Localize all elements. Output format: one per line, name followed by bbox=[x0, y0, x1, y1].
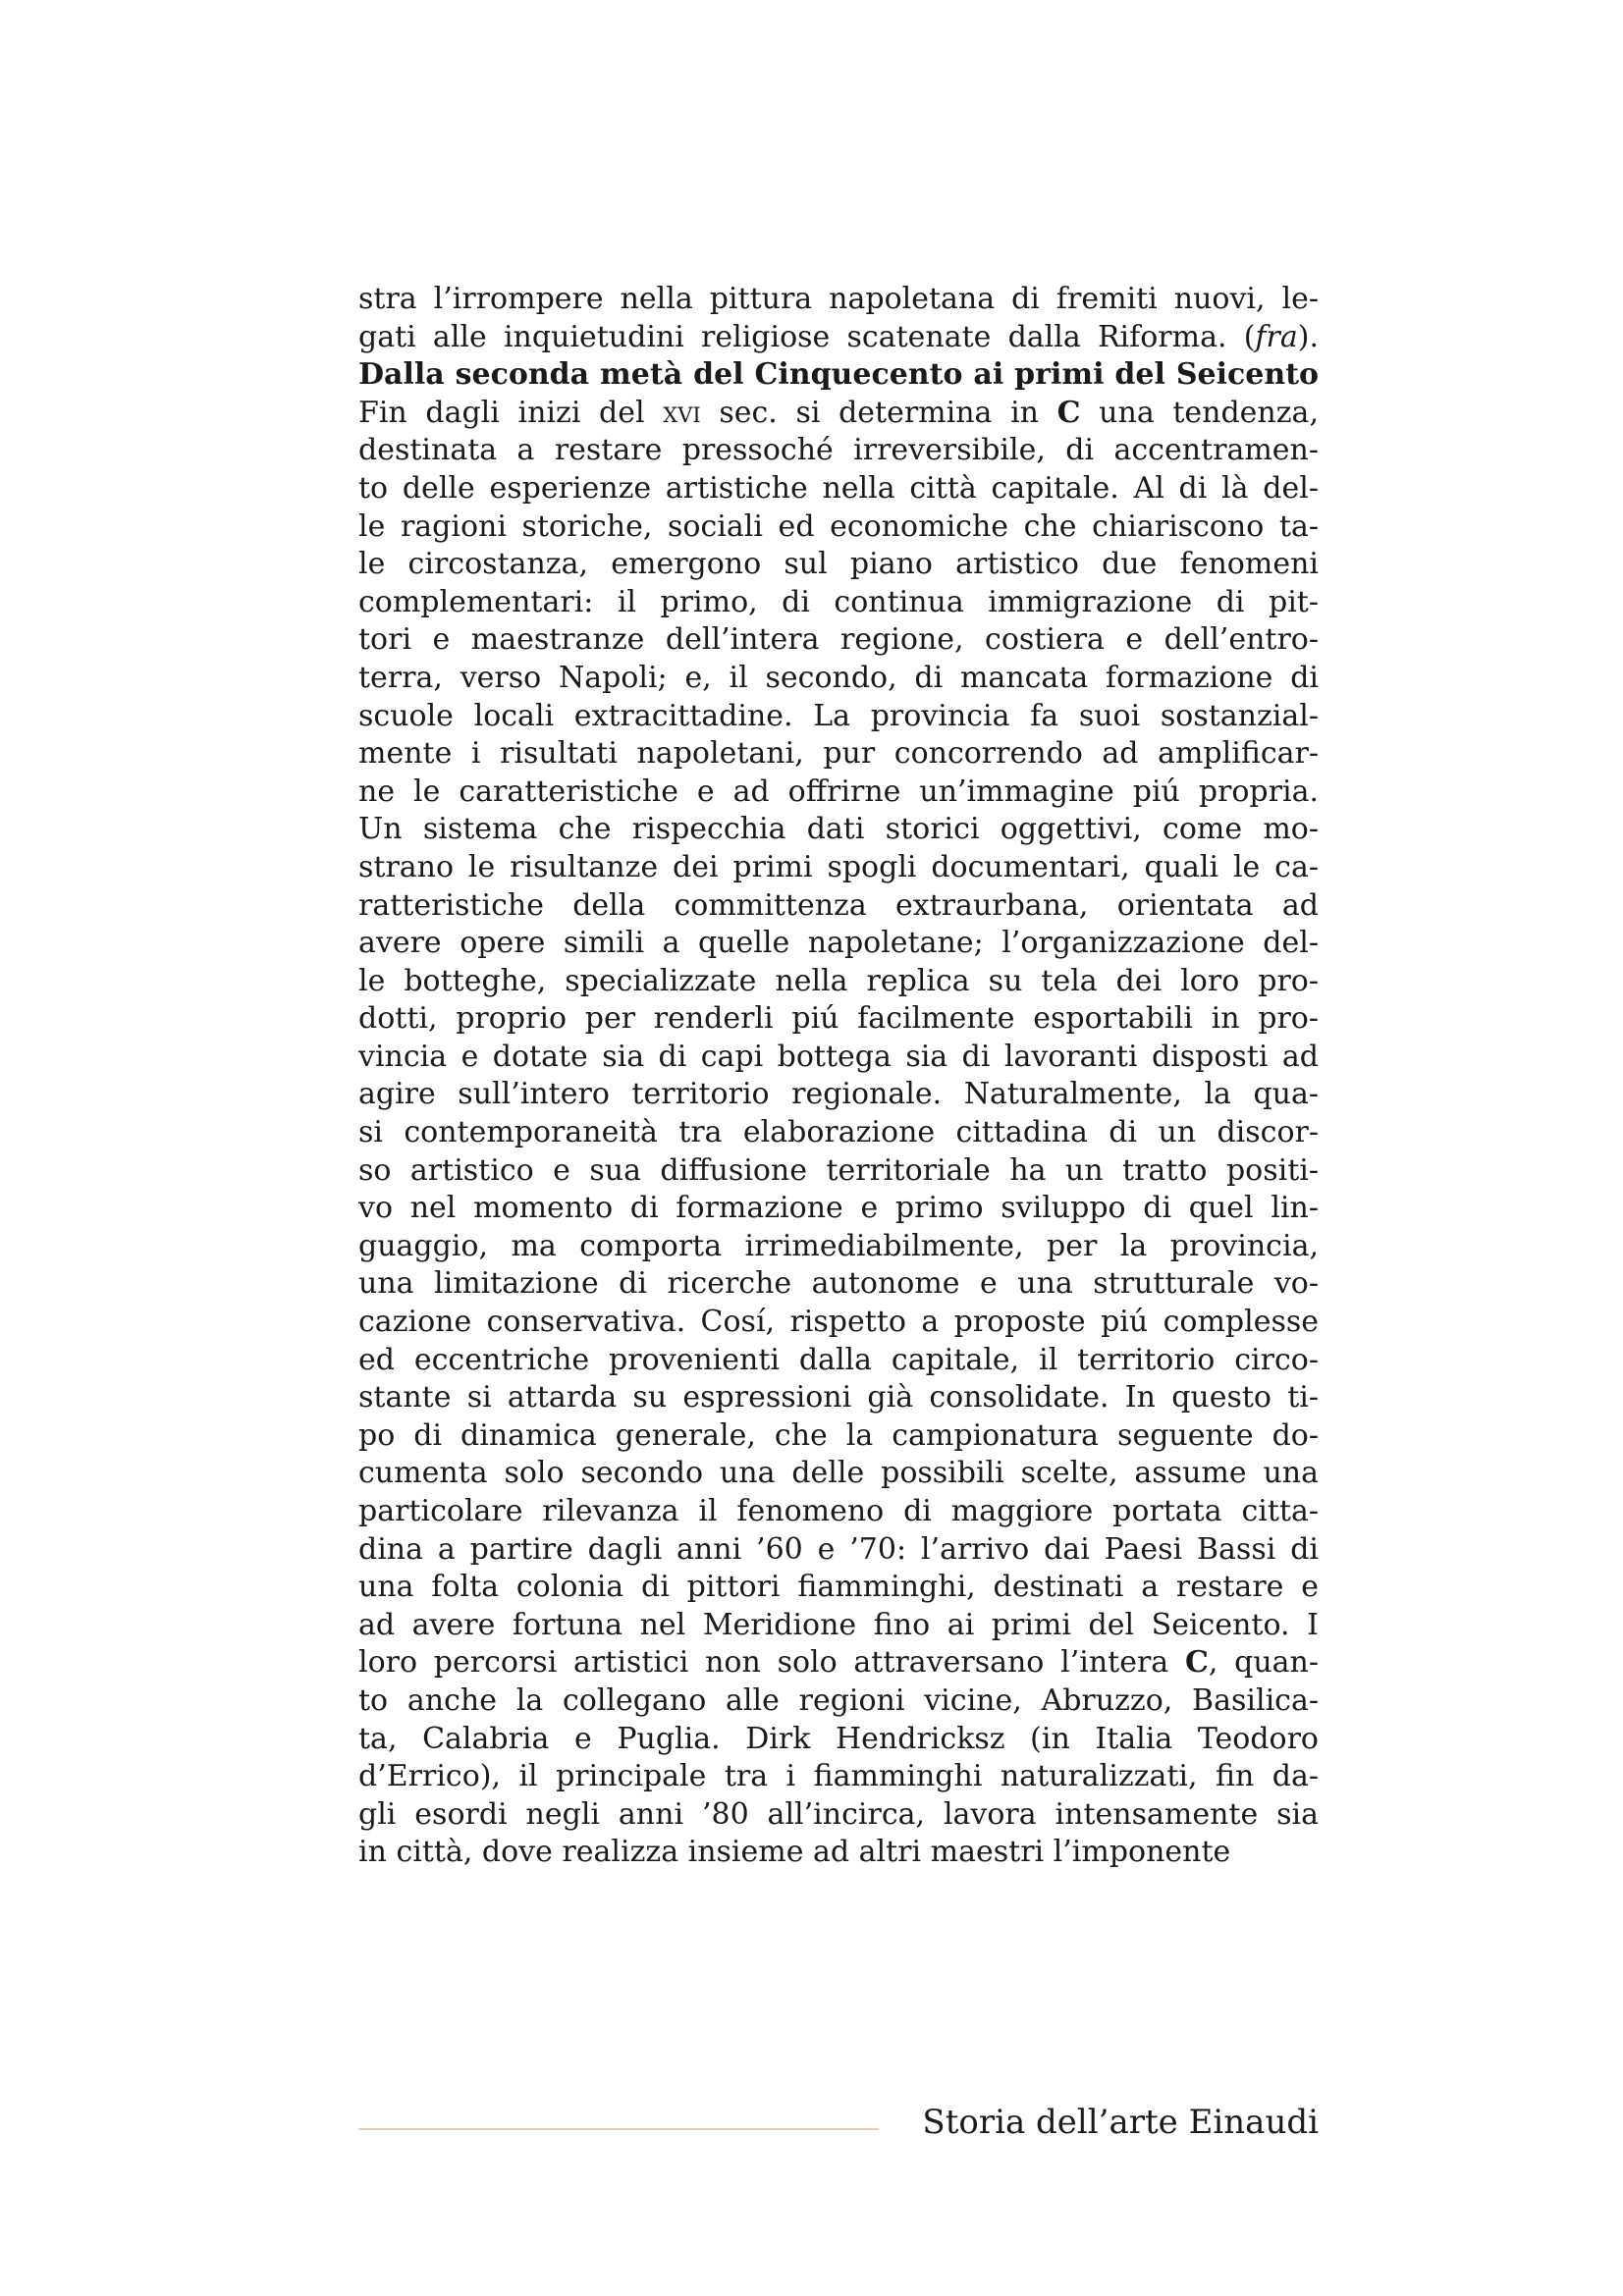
text-run: ratteristiche della committenza extraurbana, orientata ad bbox=[358, 887, 1319, 923]
text-run: to anche la collegano alle regioni vicine, Abruzzo, Basilica- bbox=[358, 1682, 1319, 1718]
italic-run: fra bbox=[1255, 319, 1298, 354]
text-run: in città, dove realizza insieme ad altri maestri l’imponente bbox=[358, 1835, 1231, 1870]
text-run: terra, verso Napoli; e, il secondo, di mancata formazione di bbox=[358, 660, 1319, 695]
text-run: ta, Calabria e Puglia. Dirk Hendricksz (in Italia Teodoro bbox=[358, 1721, 1319, 1756]
text-line bbox=[358, 281, 1319, 319]
text-run: una tendenza, bbox=[1080, 395, 1319, 430]
text-line bbox=[358, 356, 1319, 395]
text-run: Un sistema che rispecchia dati storici oggettivi, come mo- bbox=[358, 812, 1319, 847]
text-line bbox=[358, 432, 1319, 470]
text-run: ad avere fortuna nel Meridione fino ai primi del Seicento. I bbox=[358, 1607, 1319, 1642]
text-line bbox=[358, 621, 1319, 660]
text-run: agire sull’intero territorio regionale. Naturalmente, la qua- bbox=[358, 1077, 1319, 1112]
text-line bbox=[358, 319, 1319, 357]
text-line bbox=[358, 811, 1319, 849]
text-run: una limitazione di ricerche autonome e una strutturale vo- bbox=[358, 1266, 1319, 1302]
bold-run: C bbox=[1184, 1645, 1209, 1681]
text-run: le circostanza, emergono sul piano artistico due fenomeni bbox=[358, 547, 1319, 582]
text-line bbox=[358, 1379, 1319, 1417]
text-run: sec. si determina in bbox=[700, 395, 1057, 430]
text-line bbox=[358, 1114, 1319, 1152]
text-run: vincia e dotate sia di capi bottega sia di lavoranti disposti ad bbox=[358, 1039, 1319, 1074]
small-caps-run: xvi bbox=[663, 395, 701, 430]
text-run: to delle esperienze artistiche nella città capitale. Al di là del- bbox=[358, 470, 1319, 506]
text-line bbox=[358, 1417, 1319, 1456]
text-line bbox=[358, 887, 1319, 926]
footer-label: Storia dell’arte Einaudi bbox=[922, 2103, 1319, 2142]
text-line bbox=[358, 963, 1319, 1001]
text-run: ed eccentriche provenienti dalla capitale, il territorio circo- bbox=[358, 1342, 1319, 1377]
text-run: le ragioni storiche, sociali ed economiche che chiariscono ta- bbox=[358, 508, 1319, 544]
text-line bbox=[358, 1569, 1319, 1607]
text-run: Fin dagli inizi del bbox=[358, 395, 664, 430]
text-line bbox=[358, 1000, 1319, 1039]
text-run: vo nel momento di formazione e primo sviluppo di quel lin- bbox=[358, 1191, 1319, 1226]
text-run: scuole locali extracittadine. La provincia fa suoi sostanzial- bbox=[358, 698, 1319, 733]
text-line bbox=[358, 1039, 1319, 1077]
text-line bbox=[358, 1644, 1319, 1682]
text-run: avere opere simili a quelle napoletane; l’organizzazione del- bbox=[358, 926, 1319, 961]
text-run: si contemporaneità tra elaborazione cittadina di un discor- bbox=[358, 1115, 1319, 1150]
text-line bbox=[358, 660, 1319, 698]
bold-run: C bbox=[1056, 395, 1081, 430]
text-line bbox=[358, 1607, 1319, 1645]
text-line bbox=[358, 584, 1319, 622]
text-line bbox=[358, 1342, 1319, 1380]
text-run: strano le risultanze dei primi spogli documentari, quali le ca- bbox=[358, 849, 1319, 884]
text-run: guaggio, ma comporta irrimediabilmente, per la provincia, bbox=[358, 1228, 1319, 1263]
text-line bbox=[358, 1834, 1319, 1872]
text-line bbox=[358, 508, 1319, 547]
text-line bbox=[358, 395, 1319, 433]
text-run: , quan- bbox=[1208, 1645, 1319, 1681]
text-line bbox=[358, 1228, 1319, 1266]
footer-rule bbox=[358, 2128, 879, 2130]
text-run: le botteghe, specializzate nella replica su tela dei loro pro- bbox=[358, 963, 1319, 998]
text-run: stante si attarda su espressioni già consolidate. In questo ti- bbox=[358, 1380, 1319, 1415]
text-line bbox=[358, 1076, 1319, 1114]
text-run: cumenta solo secondo una delle possibili scelte, assume una bbox=[358, 1456, 1319, 1491]
text-line bbox=[358, 1721, 1319, 1759]
text-run: particolare rilevanza il fenomeno di maggiore portata citta- bbox=[358, 1494, 1319, 1528]
text-run: stra l’irrompere nella pittura napoletana di fremiti nuovi, le- bbox=[358, 282, 1319, 316]
text-run: complementari: il primo, di continua immigrazione di pit- bbox=[358, 584, 1319, 619]
text-run: loro percorsi artistici non solo attraversano l’intera bbox=[358, 1645, 1185, 1681]
text-run: tori e maestranze dell’intera regione, costiera e dell’entro- bbox=[358, 622, 1319, 658]
text-run: ne le caratteristiche e ad offrirne un’immagine piú propria. bbox=[358, 774, 1319, 809]
text-run: ). bbox=[1297, 319, 1319, 354]
text-line bbox=[358, 1152, 1319, 1191]
text-run: so artistico e sua diffusione territoriale ha un tratto positi- bbox=[358, 1152, 1319, 1188]
bold-run: Dalla seconda metà del Cinquecento ai primi del Seicento bbox=[358, 357, 1319, 393]
body-text bbox=[358, 281, 1319, 1872]
text-line bbox=[358, 1531, 1319, 1570]
text-line bbox=[358, 1190, 1319, 1228]
text-run: po di dinamica generale, che la campionatura seguente do- bbox=[358, 1417, 1319, 1453]
text-line bbox=[358, 735, 1319, 774]
text-run: d’Errico), il principale tra i fiamminghi naturalizzati, fin da- bbox=[358, 1759, 1319, 1794]
text-line bbox=[358, 1493, 1319, 1531]
text-run: mente i risultati napoletani, pur concorrendo ad amplificar- bbox=[358, 736, 1319, 772]
text-line bbox=[358, 1304, 1319, 1342]
text-run: destinata a restare pressoché irreversibile, di accentramen- bbox=[358, 433, 1319, 468]
text-line bbox=[358, 1796, 1319, 1835]
text-line bbox=[358, 1682, 1319, 1721]
text-run: cazione conservativa. Cosí, rispetto a proposte piú complesse bbox=[358, 1305, 1319, 1340]
text-line bbox=[358, 1265, 1319, 1304]
text-run: dotti, proprio per renderli piú facilmente esportabili in pro- bbox=[358, 1001, 1319, 1037]
text-line bbox=[358, 849, 1319, 887]
text-line bbox=[358, 1758, 1319, 1796]
text-run: gati alle inquietudini religiose scatenate dalla Riforma. ( bbox=[358, 319, 1256, 354]
text-line bbox=[358, 470, 1319, 508]
text-run: dina a partire dagli anni ’60 e ’70: l’arrivo dai Paesi Bassi di bbox=[358, 1531, 1319, 1567]
text-run: una folta colonia di pittori fiamminghi, destinati a restare e bbox=[358, 1570, 1319, 1605]
text-line bbox=[358, 546, 1319, 584]
text-line bbox=[358, 925, 1319, 963]
text-line bbox=[358, 774, 1319, 812]
text-run: gli esordi negli anni ’80 all’incirca, lavora intensamente sia bbox=[358, 1796, 1319, 1832]
text-line bbox=[358, 698, 1319, 736]
text-line bbox=[358, 1455, 1319, 1493]
